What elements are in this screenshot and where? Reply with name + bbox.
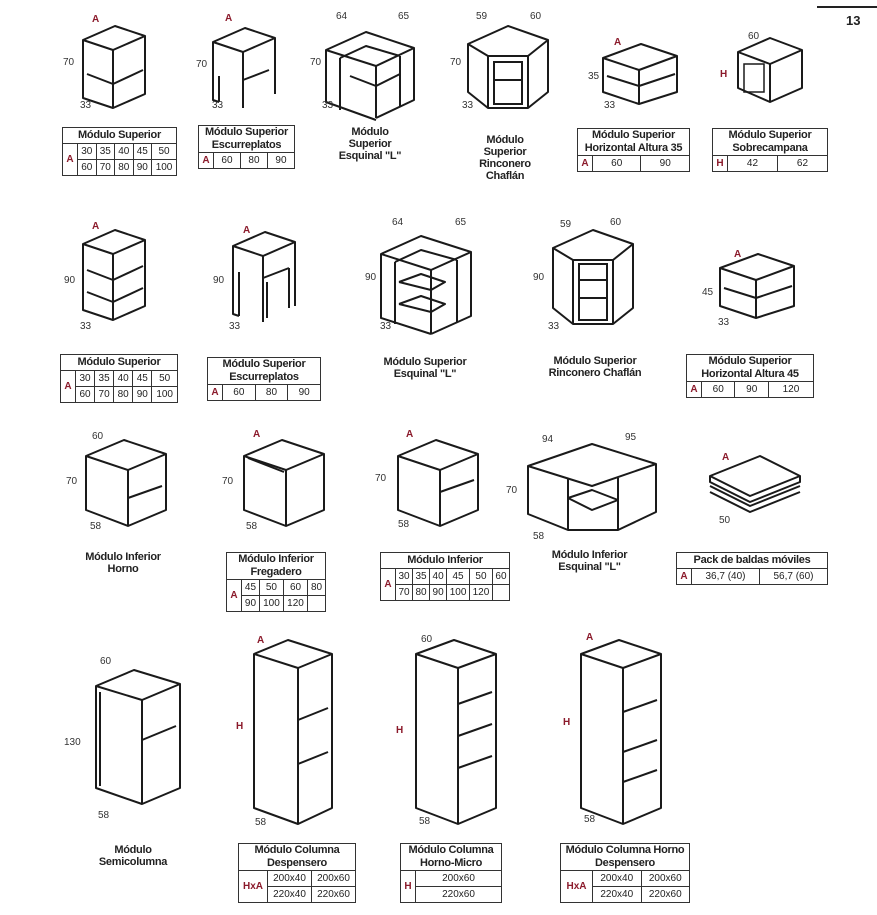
- cabinet-lower-corner-drawing: [522, 438, 662, 538]
- table-modulo-inferior: [380, 552, 510, 601]
- table-cell: 40: [115, 144, 134, 160]
- table-cell: Pack de baldas móviles: [677, 553, 828, 569]
- table-cell: 60: [492, 569, 509, 585]
- table-columna-horno-despensero: [560, 843, 690, 903]
- table-escurreplatos-90: [207, 357, 321, 401]
- dim-height: 90: [64, 275, 76, 286]
- table-cell: 90: [735, 382, 768, 398]
- table-cell: Módulo Inferior: [381, 553, 510, 569]
- table-cell: 100: [259, 596, 283, 612]
- table-cell: Módulo Inferior Fregadero: [227, 553, 326, 580]
- table-cell: 90: [641, 156, 690, 172]
- dim-a: A: [406, 429, 414, 440]
- table-cell: 50: [152, 144, 177, 160]
- dim-a: A: [734, 249, 742, 260]
- table-cell: Módulo Superior Sobrecampana: [713, 129, 828, 156]
- dim-a: A: [722, 452, 730, 463]
- table-cell: 80: [255, 385, 288, 401]
- dim-h: H: [563, 717, 571, 728]
- table-cell: 30: [78, 144, 97, 160]
- caption-esquinal-inferior: Módulo Inferior Esquinal "L": [551, 549, 628, 573]
- dim-height: 70: [310, 57, 322, 68]
- table-cell: Módulo Columna Horno-Micro: [401, 844, 502, 871]
- dim-width-left: 59: [560, 219, 572, 230]
- dim-a: A: [586, 632, 594, 643]
- dim-height: 45: [702, 287, 714, 298]
- dim-width-left: 59: [476, 11, 488, 22]
- table-modulo-superior-90: [60, 354, 178, 403]
- table-cell: 200x40: [268, 871, 312, 887]
- table-cell: A: [199, 153, 214, 169]
- table-cell: 200x60: [641, 871, 690, 887]
- caption-semicolumna: Módulo Semicolumna: [98, 844, 168, 868]
- dim-height: 90: [213, 275, 225, 286]
- cabinet-hood-drawing: [730, 30, 810, 110]
- dim-depth: 58: [419, 816, 431, 827]
- dim-a: A: [92, 221, 100, 232]
- dim-height: 35: [588, 71, 600, 82]
- dim-height: 70: [63, 57, 75, 68]
- dim-height: 70: [450, 57, 462, 68]
- table-cell: 62: [777, 156, 827, 172]
- dim-h: H: [396, 725, 404, 736]
- table-cell: 40: [114, 371, 133, 387]
- header-rule: [817, 6, 877, 8]
- table-cell: 50: [152, 371, 178, 387]
- cabinet-sink-drawing: [236, 429, 331, 532]
- dim-depth: 33: [229, 321, 241, 332]
- dim-a: A: [253, 429, 261, 440]
- table-escurreplatos: [198, 125, 295, 169]
- dim-width-right: 65: [398, 11, 410, 22]
- table-cell: A: [227, 580, 242, 612]
- table-cell: 30: [396, 569, 413, 585]
- cabinet-dish-rack-drawing: [205, 18, 285, 113]
- table-horizontal-45: [686, 354, 814, 398]
- dim-width-left: 64: [392, 217, 404, 228]
- table-cell: 80: [308, 580, 326, 596]
- dim-height: 130: [64, 737, 81, 748]
- dim-depth: 33: [212, 100, 224, 111]
- cabinet-chamfer-90-drawing: [545, 219, 645, 332]
- table-columna-despensero: [238, 843, 356, 903]
- dim-depth: 58: [584, 814, 596, 825]
- table-cell: HxA: [561, 871, 593, 903]
- table-sobrecampana: [712, 128, 828, 172]
- dim-depth: 33: [80, 321, 92, 332]
- dim-a: A: [225, 13, 233, 24]
- table-cell: 35: [413, 569, 430, 585]
- caption-rinconero-90: Módulo Superior Rinconero Chaflán: [548, 355, 642, 379]
- table-cell: A: [63, 144, 78, 176]
- dim-width: 60: [748, 31, 760, 42]
- dim-depth: 58: [98, 810, 110, 821]
- dim-height: 70: [375, 473, 387, 484]
- table-cell: Módulo Superior Horizontal Altura 45: [687, 355, 814, 382]
- dim-depth: 33: [718, 317, 730, 328]
- table-cell: 60: [702, 382, 735, 398]
- caption-rinconero: Módulo Superior Rinconero Chaflán: [479, 134, 531, 182]
- table-cell: 50: [259, 580, 283, 596]
- table-cell: A: [677, 569, 692, 585]
- table-cell: 60: [593, 156, 641, 172]
- dim-a: A: [243, 225, 251, 236]
- table-cell: Módulo Superior Escurreplatos: [199, 126, 295, 153]
- table-cell: 100: [152, 387, 178, 403]
- table-cell: 200x60: [416, 871, 502, 887]
- table-cell: 100: [447, 585, 470, 601]
- table-cell: Módulo Superior Escurreplatos: [208, 358, 321, 385]
- dim-a: A: [614, 37, 622, 48]
- column-oven-pantry-drawing: [575, 632, 667, 827]
- dim-a: A: [257, 635, 265, 646]
- caption-esquinal-90: Módulo Superior Esquinal "L": [383, 356, 467, 380]
- table-cell: A: [687, 382, 702, 398]
- table-cell: 90: [288, 385, 321, 401]
- table-cell: Módulo Superior Horizontal Altura 35: [578, 129, 690, 156]
- table-cell: 40: [430, 569, 447, 585]
- table-cell: 36,7 (40): [692, 569, 760, 585]
- caption-horno: Módulo Inferior Horno: [85, 551, 161, 575]
- dim-height: 90: [533, 272, 545, 283]
- table-cell: H: [401, 871, 416, 903]
- dim-width: 60: [92, 431, 104, 442]
- cabinet-chamfer-drawing: [460, 18, 560, 113]
- table-cell: 80: [240, 153, 267, 169]
- dim-width-right: 60: [530, 11, 542, 22]
- table-cell: Módulo Columna Horno Despensero: [561, 844, 690, 871]
- cabinet-semicolumn-drawing: [88, 662, 188, 812]
- table-cell: Módulo Columna Despensero: [239, 844, 356, 871]
- table-cell: 90: [430, 585, 447, 601]
- table-cell: A: [61, 371, 76, 403]
- table-cell: 220x40: [268, 887, 312, 903]
- table-modulo-superior: [62, 127, 177, 176]
- dim-depth: 33: [322, 100, 334, 111]
- table-cell: 35: [96, 144, 115, 160]
- cabinet-corner-l-drawing: [320, 18, 420, 113]
- table-cell: 70: [396, 585, 413, 601]
- table-horizontal-35: [577, 128, 690, 172]
- table-cell: 35: [95, 371, 114, 387]
- dim-h: H: [236, 721, 244, 732]
- dim-height: 70: [66, 476, 78, 487]
- cabinet-upper-90-drawing: [75, 222, 155, 332]
- table-cell: 220x60: [312, 887, 356, 903]
- dim-h: H: [720, 69, 728, 80]
- page-number: 13: [846, 13, 861, 28]
- dim-depth: 50: [719, 515, 731, 526]
- table-cell: 80: [114, 387, 133, 403]
- table-cell: [308, 596, 326, 612]
- table-cell: 45: [133, 144, 152, 160]
- dim-width-right: 60: [610, 217, 622, 228]
- dim-depth: 58: [398, 519, 410, 530]
- cabinet-upper-drawing: [75, 18, 155, 113]
- table-cell: 56,7 (60): [759, 569, 827, 585]
- shelf-pack-drawing: [704, 448, 804, 518]
- dim-width-right: 95: [625, 432, 637, 443]
- dim-width-left: 94: [542, 434, 554, 445]
- dim-depth: 33: [548, 321, 560, 332]
- table-cell: 120: [768, 382, 813, 398]
- table-cell: 50: [470, 569, 493, 585]
- table-cell: H: [713, 156, 728, 172]
- table-cell: 90: [133, 387, 152, 403]
- table-cell: 30: [76, 371, 95, 387]
- cabinet-lower-drawing: [390, 429, 485, 532]
- table-cell: 100: [152, 160, 177, 176]
- dim-depth: 58: [246, 521, 258, 532]
- table-cell: 45: [133, 371, 152, 387]
- dim-width-right: 65: [455, 217, 467, 228]
- dim-height: 70: [506, 485, 518, 496]
- table-fregadero: [226, 552, 326, 612]
- table-pack-baldas: [676, 552, 828, 585]
- dim-a: A: [92, 14, 100, 25]
- caption-esquinal: Módulo Superior Esquinal "L": [338, 126, 402, 162]
- dim-height: 90: [365, 272, 377, 283]
- dim-width: 60: [100, 656, 112, 667]
- table-cell: 60: [76, 387, 95, 403]
- table-cell: 70: [95, 387, 114, 403]
- table-cell: 90: [242, 596, 260, 612]
- dim-depth: 33: [380, 321, 392, 332]
- table-cell: 200x60: [312, 871, 356, 887]
- dim-width: 60: [421, 634, 433, 645]
- table-cell: 70: [96, 160, 115, 176]
- table-cell: 60: [283, 580, 307, 596]
- table-cell: 200x40: [593, 871, 641, 887]
- table-cell: 45: [447, 569, 470, 585]
- table-columna-horno-micro: [400, 843, 502, 903]
- table-cell: [492, 585, 509, 601]
- table-cell: 120: [283, 596, 307, 612]
- dim-width-left: 64: [336, 11, 348, 22]
- table-cell: 220x40: [593, 887, 641, 903]
- table-cell: Módulo Superior: [61, 355, 178, 371]
- column-oven-micro-drawing: [410, 632, 502, 827]
- table-cell: 120: [470, 585, 493, 601]
- cabinet-horizontal-45-drawing: [712, 250, 802, 320]
- cabinet-oven-drawing: [78, 432, 173, 532]
- dim-depth: 33: [604, 100, 616, 111]
- table-cell: 80: [115, 160, 134, 176]
- dim-height: 70: [196, 59, 208, 70]
- table-cell: 45: [242, 580, 260, 596]
- table-cell: Módulo Superior: [63, 128, 177, 144]
- cabinet-dish-rack-90-drawing: [225, 222, 305, 332]
- dim-height: 70: [222, 476, 234, 487]
- table-cell: 60: [223, 385, 256, 401]
- dim-depth: 58: [255, 817, 267, 828]
- table-cell: 90: [267, 153, 294, 169]
- table-cell: A: [208, 385, 223, 401]
- dim-depth: 33: [80, 100, 92, 111]
- table-cell: 220x60: [641, 887, 690, 903]
- table-cell: 60: [214, 153, 241, 169]
- table-cell: 80: [413, 585, 430, 601]
- table-cell: A: [381, 569, 396, 601]
- table-cell: 90: [133, 160, 152, 176]
- column-pantry-drawing: [248, 632, 340, 827]
- cabinet-corner-l-90-drawing: [375, 222, 480, 332]
- table-cell: HxA: [239, 871, 268, 903]
- table-cell: 60: [78, 160, 97, 176]
- dim-depth: 58: [90, 521, 102, 532]
- dim-depth: 58: [533, 531, 545, 542]
- table-cell: 220x60: [416, 887, 502, 903]
- dim-depth: 33: [462, 100, 474, 111]
- table-cell: 42: [728, 156, 778, 172]
- table-cell: A: [578, 156, 593, 172]
